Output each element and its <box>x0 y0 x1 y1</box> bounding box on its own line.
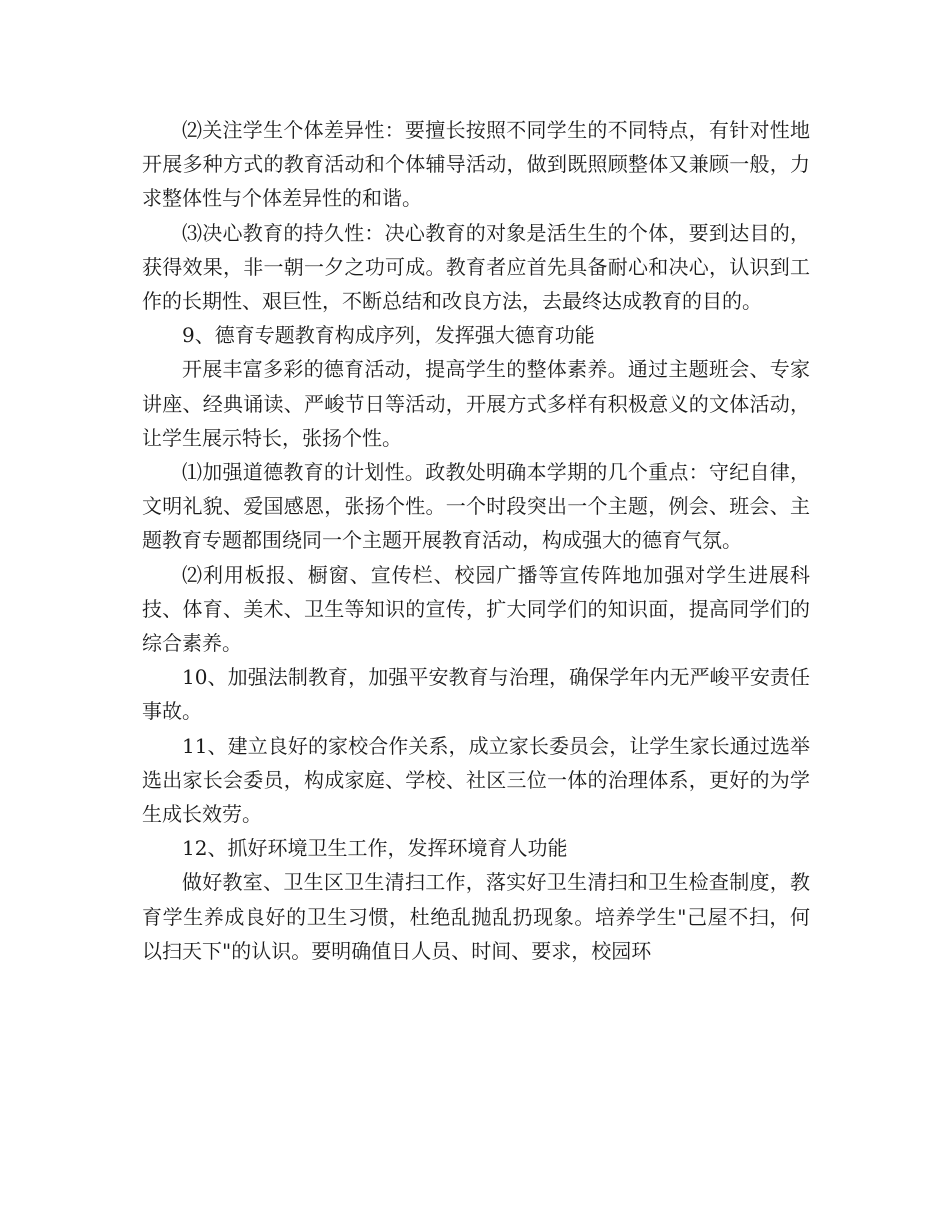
paragraph-hygiene: 做好教室、卫生区卫生清扫工作，落实好卫生清扫和卫生检查制度，教育学生养成良好的卫生习惯，杜绝乱抛乱扔现象。培养学生"己屋不扫，何以扫天下"的认识。要明确值日人员、时间、要求，校园环 <box>142 870 810 963</box>
paragraph-moral-planning: ⑴加强道德教育的计划性。政教处明确本学期的几个重点：守纪自律，文明礼貌、爱国感恩，张扬个性。一个时段突出一个主题，例会、班会、主题教育专题都围绕同一个主题开展教育活动，构成强大的德育气氛。 <box>142 460 810 553</box>
section-heading-11: 11、建立良好的家校合作关系，成立家长委员会，让学生家长通过选举选出家长会委员，构成家庭、学校、社区三位一体的治理体系，更好的为学生成长效劳。 <box>142 733 810 827</box>
paragraph-persistence: ⑶决心教育的持久性：决心教育的对象是活生生的个体，要到达目的，获得效果，非一朝一夕之功可成。教育者应首先具备耐心和决心，认识到工作的长期性、艰巨性，不断总结和改良方法，去最终达成教育的目的。 <box>142 220 810 314</box>
paragraph-individual-differences: ⑵关注学生个体差异性：要擅长按照不同学生的不同特点，有针对性地开展多种方式的教育活动和个体辅导活动，做到既照顾整体又兼顾一般，力求整体性与个体差异性的和谐。 <box>142 118 810 211</box>
section-heading-9: 9、德育专题教育构成序列，发挥强大德育功能 <box>182 323 595 348</box>
paragraph-publicity: ⑵利用板报、橱窗、宣传栏、校园广播等宣传阵地加强对学生进展科技、体育、美术、卫生等知识的宣传，扩大同学们的知识面，提高同学们的综合素养。 <box>142 562 810 656</box>
document-body <box>142 113 810 968</box>
paragraph-moral-activities: 开展丰富多彩的德育活动，提高学生的整体素养。通过主题班会、专家讲座、经典诵读、严峻节日等活动，开展方式多样有积极意义的文体活动，让学生展示特长，张扬个性。 <box>142 357 810 450</box>
section-heading-10: 10、加强法制教育，加强平安教育与治理，确保学年内无严峻平安责任事故。 <box>142 665 810 724</box>
section-heading-12: 12、抓好环境卫生工作，发挥环境育人功能 <box>182 836 568 861</box>
